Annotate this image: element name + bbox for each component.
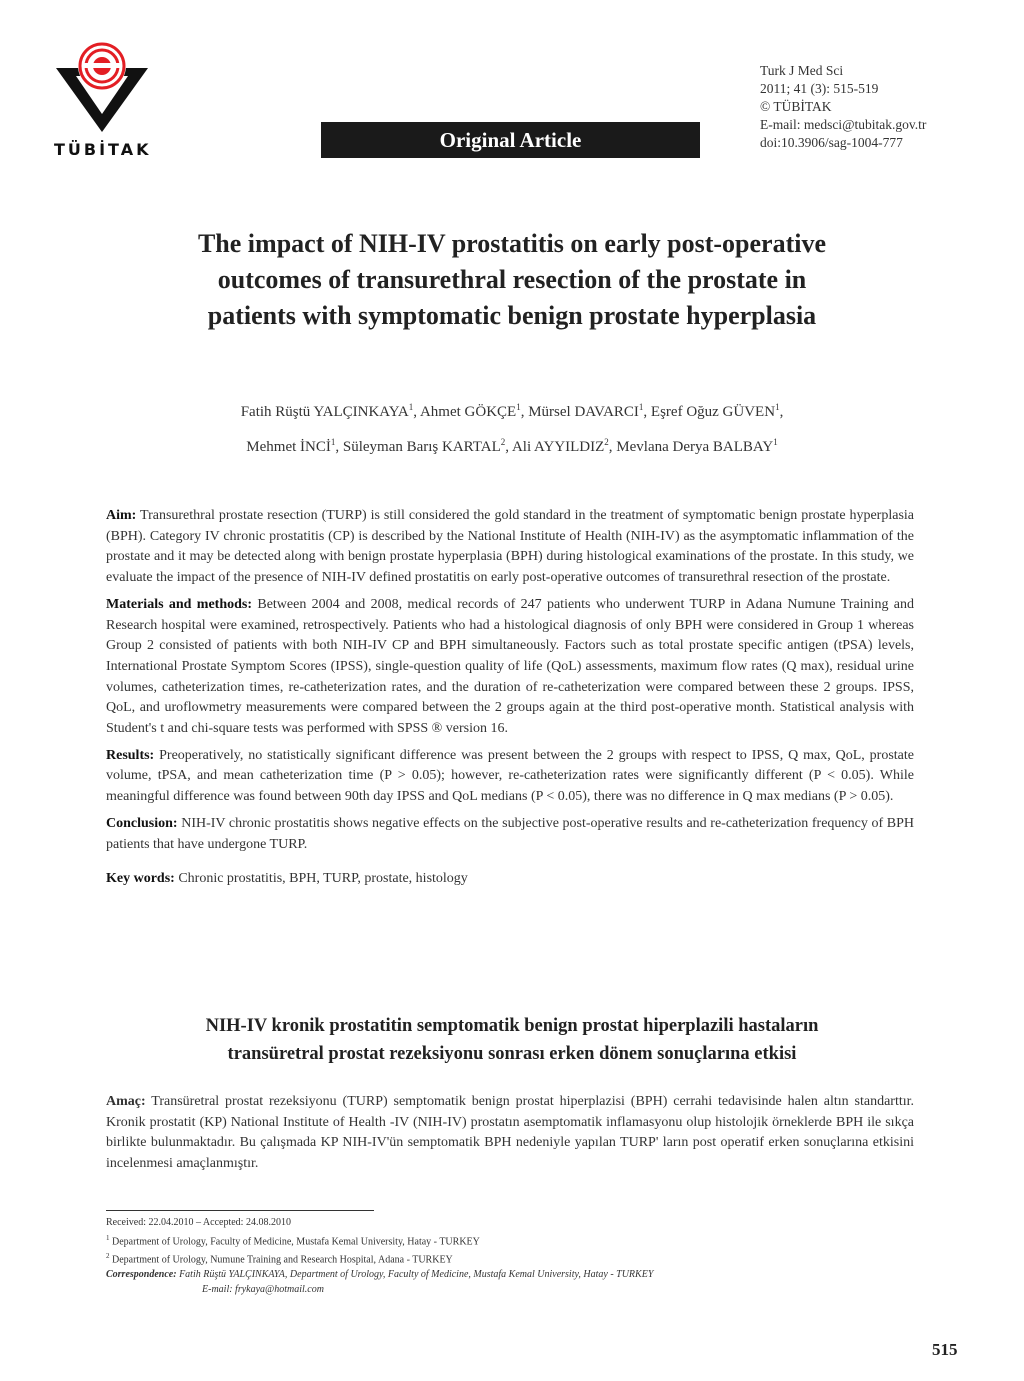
journal-copyright: © TÜBİTAK	[760, 99, 832, 114]
turkish-title	[100, 1012, 924, 1068]
footnote-divider	[106, 1210, 374, 1211]
received-date: Received: 22.04.2010 – Accepted: 24.08.2010	[106, 1217, 291, 1228]
author-name: Mevlana Derya BALBAY	[616, 439, 774, 455]
affiliation-number: 1	[106, 1233, 110, 1242]
author-name: Mehmet İNCİ	[246, 439, 331, 455]
logo-wordmark: TÜBİTAK	[54, 140, 152, 159]
affiliation-number: 2	[106, 1252, 110, 1261]
author-separator: ,	[335, 439, 343, 455]
article-title	[100, 226, 924, 334]
correspondence-label: Correspondence:	[106, 1269, 177, 1281]
conclusion-text: NIH-IV chronic prostatitis shows negative effects on the subjective post-operative results and re-catheterization frequency of BPH patients that have undergone TURP.	[106, 815, 914, 852]
affiliation-text: Department of Urology, Faculty of Medicine, Mustafa Kemal University, Hatay - TURKEY	[109, 1235, 480, 1247]
author-separator: ,	[413, 404, 420, 420]
affiliation-1	[106, 1231, 653, 1250]
author-affiliation: 2	[500, 437, 506, 447]
abstract-methods	[106, 595, 914, 740]
article-type-banner: Original Article	[321, 122, 700, 158]
tubitak-emblem-icon	[54, 40, 150, 140]
author-separator: ,	[779, 404, 784, 420]
page-number: 515	[932, 1340, 958, 1359]
turkish-aim-text: Transüretral prostat rezeksiyonu (TURP) semptomatik benign prostat hiperplazisi (BPH) cerrahi tedavisinde halen altın standarttır. Kronik prostatit (KP) National Institute of Health -IV (NIH-IV) prostatın asemptomatik inflamasyonu olup histolojik örneklerde BPH ile sıkça birlikte bulunmaktadır. Bu çalışmada KP NIH-IV'ün semptomatik BPH nedeniyle yapılan TURP' ların post operatif erken sonuçlarına etkisini incelenmesi amaçlanmıştır.	[106, 1094, 914, 1171]
correspondence-text: Fatih Rüştü YALÇINKAYA, Department of Urology, Faculty of Medicine, Mustafa Kemal University, Hatay - TURKEY	[176, 1269, 654, 1281]
journal-volume: 2011; 41 (3): 515-519	[760, 81, 879, 96]
methods-label: Materials and methods:	[106, 596, 253, 612]
title-line: patients with symptomatic benign prostate hyperplasia	[207, 301, 817, 330]
journal-info	[760, 62, 926, 152]
author-separator: ,	[520, 404, 529, 420]
author-line	[100, 427, 924, 462]
author-affiliation: 1	[638, 402, 644, 412]
author-affiliation: 1	[408, 402, 414, 412]
footnotes	[106, 1216, 653, 1297]
conclusion-label: Conclusion:	[106, 815, 178, 831]
journal-doi: doi:10.3906/sag-1004-777	[760, 135, 903, 150]
correspondence-email: E-mail: frykaya@hotmail.com	[202, 1283, 324, 1295]
author-name: Ahmet GÖKÇE	[419, 404, 517, 420]
author-separator: ,	[505, 439, 512, 455]
title-line: The impact of NIH-IV prostatitis on early post-operative	[197, 229, 827, 258]
results-label: Results:	[106, 747, 155, 763]
aim-label: Aim:	[106, 508, 137, 523]
keywords-text: Chronic prostatitis, BPH, TURP, prostate, histology	[174, 871, 468, 887]
author-name: Eşref Oğuz GÜVEN	[650, 404, 776, 420]
turkish-title-line: NIH-IV kronik prostatitin semptomatik benign prostat hiperplazili hastaların	[205, 1016, 819, 1036]
correspondence	[106, 1268, 653, 1283]
journal-name: Turk J Med Sci	[760, 63, 844, 78]
turkish-aim	[106, 1092, 914, 1174]
author-line	[100, 392, 924, 427]
author-affiliation: 1	[773, 437, 778, 447]
author-separator: ,	[643, 404, 651, 420]
results-text: Preoperatively, no statistically significant difference was present between the 2 groups with respect to IPSS, Q max, QoL, prostate volume, tPSA, and mean catheterization time (P > 0.05); however, re-catheterization rates were significantly different (P < 0.05). While meaningful difference was found between 90th day IPSS and QoL medians (P < 0.05), there was no difference in Q max medians (P > 0.05).	[106, 747, 914, 805]
keywords-label: Key words:	[106, 871, 175, 887]
tubitak-logo	[54, 40, 150, 160]
aim-text: Transurethral prostate resection (TURP) is still considered the gold standard in the treatment of symptomatic benign prostate hyperplasia (BPH). Category IV chronic prostatitis (CP) is described by the National Institute of Health (NIH-IV) as the asymptomatic inflammation of the prostate and it may be detected along with benign prostate hyperplasia (BPH) during histological examinations of the prostate. In this study, we evaluate the impact of the presence of NIH-IV defined prostatitis on early post-operative outcomes of transurethral resection of the prostate.	[106, 508, 914, 586]
author-name: Ali AYYILDIZ	[511, 439, 605, 455]
author-list	[100, 392, 924, 462]
english-abstract	[106, 506, 914, 896]
affiliation-text: Department of Urology, Numune Training and Research Hospital, Adana - TURKEY	[109, 1254, 453, 1266]
abstract-results	[106, 746, 914, 808]
turkish-aim-label: Amaç:	[106, 1094, 146, 1109]
author-name: Mürsel DAVARCI	[528, 404, 639, 420]
title-line: outcomes of transurethral resection of the prostate in	[217, 265, 807, 294]
author-name: Fatih Rüştü YALÇINKAYA	[240, 404, 409, 420]
author-separator: ,	[608, 439, 617, 455]
methods-text: Between 2004 and 2008, medical records of 247 patients who underwent TURP in Adana Numune Training and Research hospital were examined, retrospectively. Patients who had a histological diagnosis of only BPH were considered in Group 1 whereas Group 2 consisted of patients with both NIH-IV CP and BPH simultaneously. Factors such as total prostate specific antigen (tPSA) levels, International Prostate Symptom Scores (IPSS), single-question quality of life (QoL) assessments, maximum flow rates (Q max), residual urine volumes, catheterization times, re-catheterization rates, and the duration of re-catheterization were compared between these 2 groups. IPSS, QoL, and uroflowmetry measurements were compared between the 2 groups again at the third post-operative month. Statistical analysis with Student's t and chi-square tests was performed with SPSS ® version 16.	[106, 596, 915, 737]
author-name: Süleyman Barış KARTAL	[342, 439, 501, 455]
journal-email: E-mail: medsci@tubitak.gov.tr	[760, 117, 927, 132]
author-affiliation: 2	[604, 437, 609, 447]
author-affiliation: 1	[330, 437, 336, 447]
abstract-aim	[106, 506, 914, 589]
abstract-conclusion	[106, 814, 914, 855]
abstract-keywords	[106, 869, 914, 890]
turkish-abstract	[106, 1092, 914, 1174]
author-affiliation: 1	[775, 402, 780, 412]
author-affiliation: 1	[516, 402, 521, 412]
affiliation-2	[106, 1249, 653, 1268]
turkish-title-line: transüretral prostat rezeksiyonu sonrası erken dönem sonuçlarına etkisi	[227, 1044, 797, 1064]
